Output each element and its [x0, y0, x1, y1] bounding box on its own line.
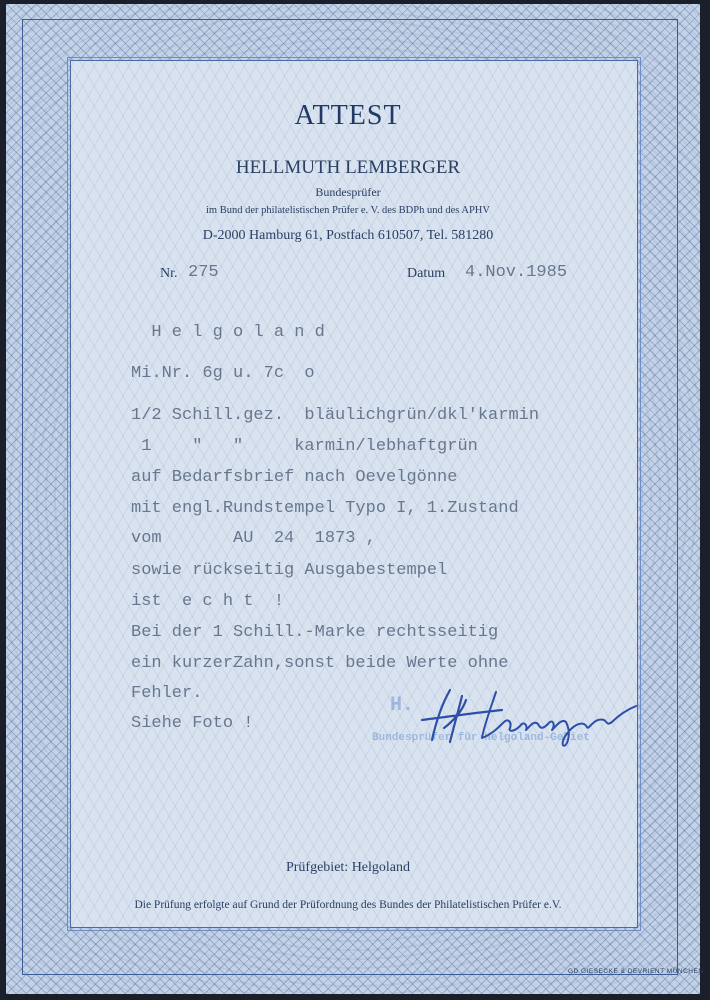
body-line: 1/2 Schill.gez. bläulichgrün/dkl'karmin — [131, 406, 540, 425]
body-line: H e l g o l a n d — [131, 323, 325, 342]
stamp-subtitle: Bundesprüfer für Helgoland-Gebiet — [372, 732, 590, 744]
examiner-association: im Bund der philatelistischen Prüfer e. V. des BDPh und des APHV — [206, 205, 490, 216]
datum-label: Datum — [407, 266, 446, 281]
datum-value: 4.Nov.1985 — [465, 263, 568, 282]
body-line: 1 " " karmin/lebhaftgrün — [131, 437, 478, 456]
handwritten-signature — [392, 682, 652, 752]
body-line: mit engl.Rundstempel Typo I, 1.Zustand — [131, 499, 519, 518]
body-line: Fehler. — [131, 684, 203, 703]
body-line: ist e c h t ! — [131, 592, 285, 611]
body-line: Mi.Nr. 6g u. 7c o — [131, 364, 315, 383]
body-line: Siehe Foto ! — [131, 714, 254, 733]
stamp-name: H. — [390, 694, 415, 717]
body-line: Bei der 1 Schill.-Marke rechtsseitig — [131, 623, 499, 642]
examiner-address: D-2000 Hamburg 61, Postfach 610507, Tel. 581280 — [202, 228, 494, 243]
printer-mark: GD GIESECKE & DEVRIENT MÜNCHEN — [568, 968, 704, 975]
body-line: auf Bedarfsbrief nach Oevelgönne — [131, 468, 458, 487]
body-line: sowie rückseitig Ausgabestempel — [131, 561, 448, 580]
examiner-role: Bundesprüfer — [315, 185, 381, 199]
nr-value: 275 — [188, 263, 219, 282]
examiner-name: HELLMUTH LEMBERGER — [235, 157, 461, 178]
footer-note: Die Prüfung erfolgte auf Grund der Prüfordnung des Bundes der Philatelistischen Prüfer e.V. — [134, 899, 562, 911]
nr-label: Nr. — [160, 266, 178, 281]
body-line: vom AU 24 1873 , — [131, 529, 376, 548]
examination-region: Prüfgebiet: Helgoland — [285, 860, 411, 875]
document-title: ATTEST — [294, 100, 402, 131]
body-line: ein kurzerZahn,sonst beide Werte ohne — [131, 654, 509, 673]
